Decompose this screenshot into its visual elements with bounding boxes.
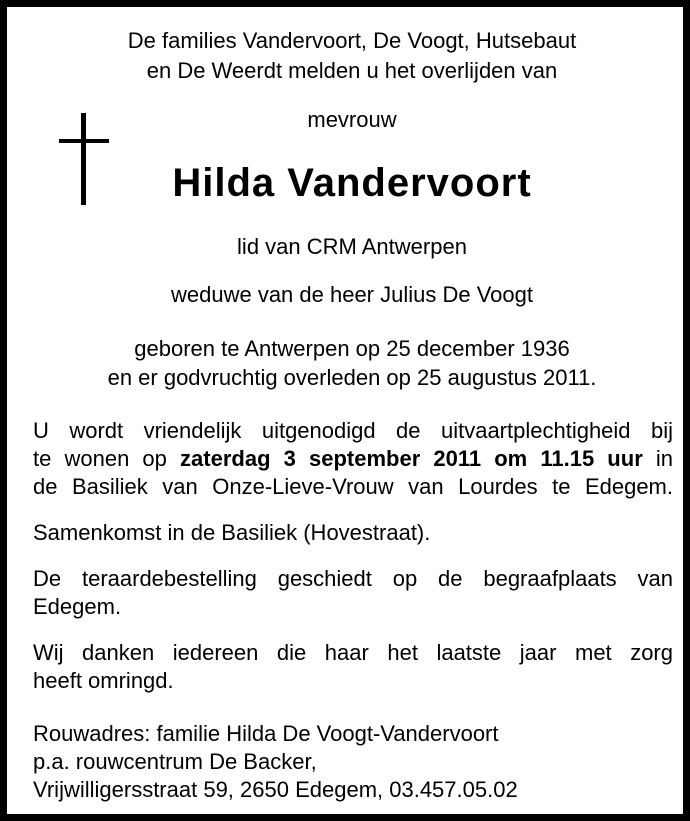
burial-line-1: De teraardebestelling geschiedt op de begraafplaats van [33, 566, 673, 591]
cross-horizontal-bar [59, 139, 109, 143]
deceased-title: mevrouw [307, 107, 397, 132]
funeral-line-2-pre: te wonen op [33, 446, 181, 471]
deceased-name: Hilda Vandervoort [172, 161, 532, 205]
funeral-line-1: U wordt vriendelijk uitgenodigd de uitvaartplechtigheid bij [33, 418, 673, 443]
header-line-2: en De Weerdt melden u het overlijden van [146, 58, 558, 83]
spouse-line: weduwe van de heer Julius De Voogt [170, 282, 533, 307]
funeral-line-3: de Basiliek van Onze-Lieve-Vrouw van Lourdes te Edegem. [33, 474, 673, 499]
address-line-3: Vrijwilligersstraat 59, 2650 Edegem, 03.457.05.02 [33, 777, 518, 802]
header-line-1: De families Vandervoort, De Voogt, Hutsebaut [127, 28, 577, 53]
burial-line-2: Edegem. [33, 594, 122, 619]
thanks-line-1: Wij danken iedereen die haar het laatste jaar met zorg [33, 640, 673, 665]
membership: lid van CRM Antwerpen [237, 234, 467, 259]
funeral-line-2-post: in [642, 446, 674, 471]
funeral-date: zaterdag 3 september 2011 om 11.15 uur [180, 446, 643, 471]
thanks-line-2: heeft omringd. [33, 668, 174, 693]
address-line-1: Rouwadres: familie Hilda De Voogt-Vandervoort [33, 721, 499, 746]
funeral-line-2 [33, 445, 673, 473]
gathering-line: Samenkomst in de Basiliek (Hovestraat). [33, 520, 431, 545]
death-line: en er godvruchtig overleden op 25 augustus 2011. [107, 365, 597, 390]
birth-line: geboren te Antwerpen op 25 december 1936 [134, 336, 570, 361]
address-line-2: p.a. rouwcentrum De Backer, [33, 749, 317, 774]
